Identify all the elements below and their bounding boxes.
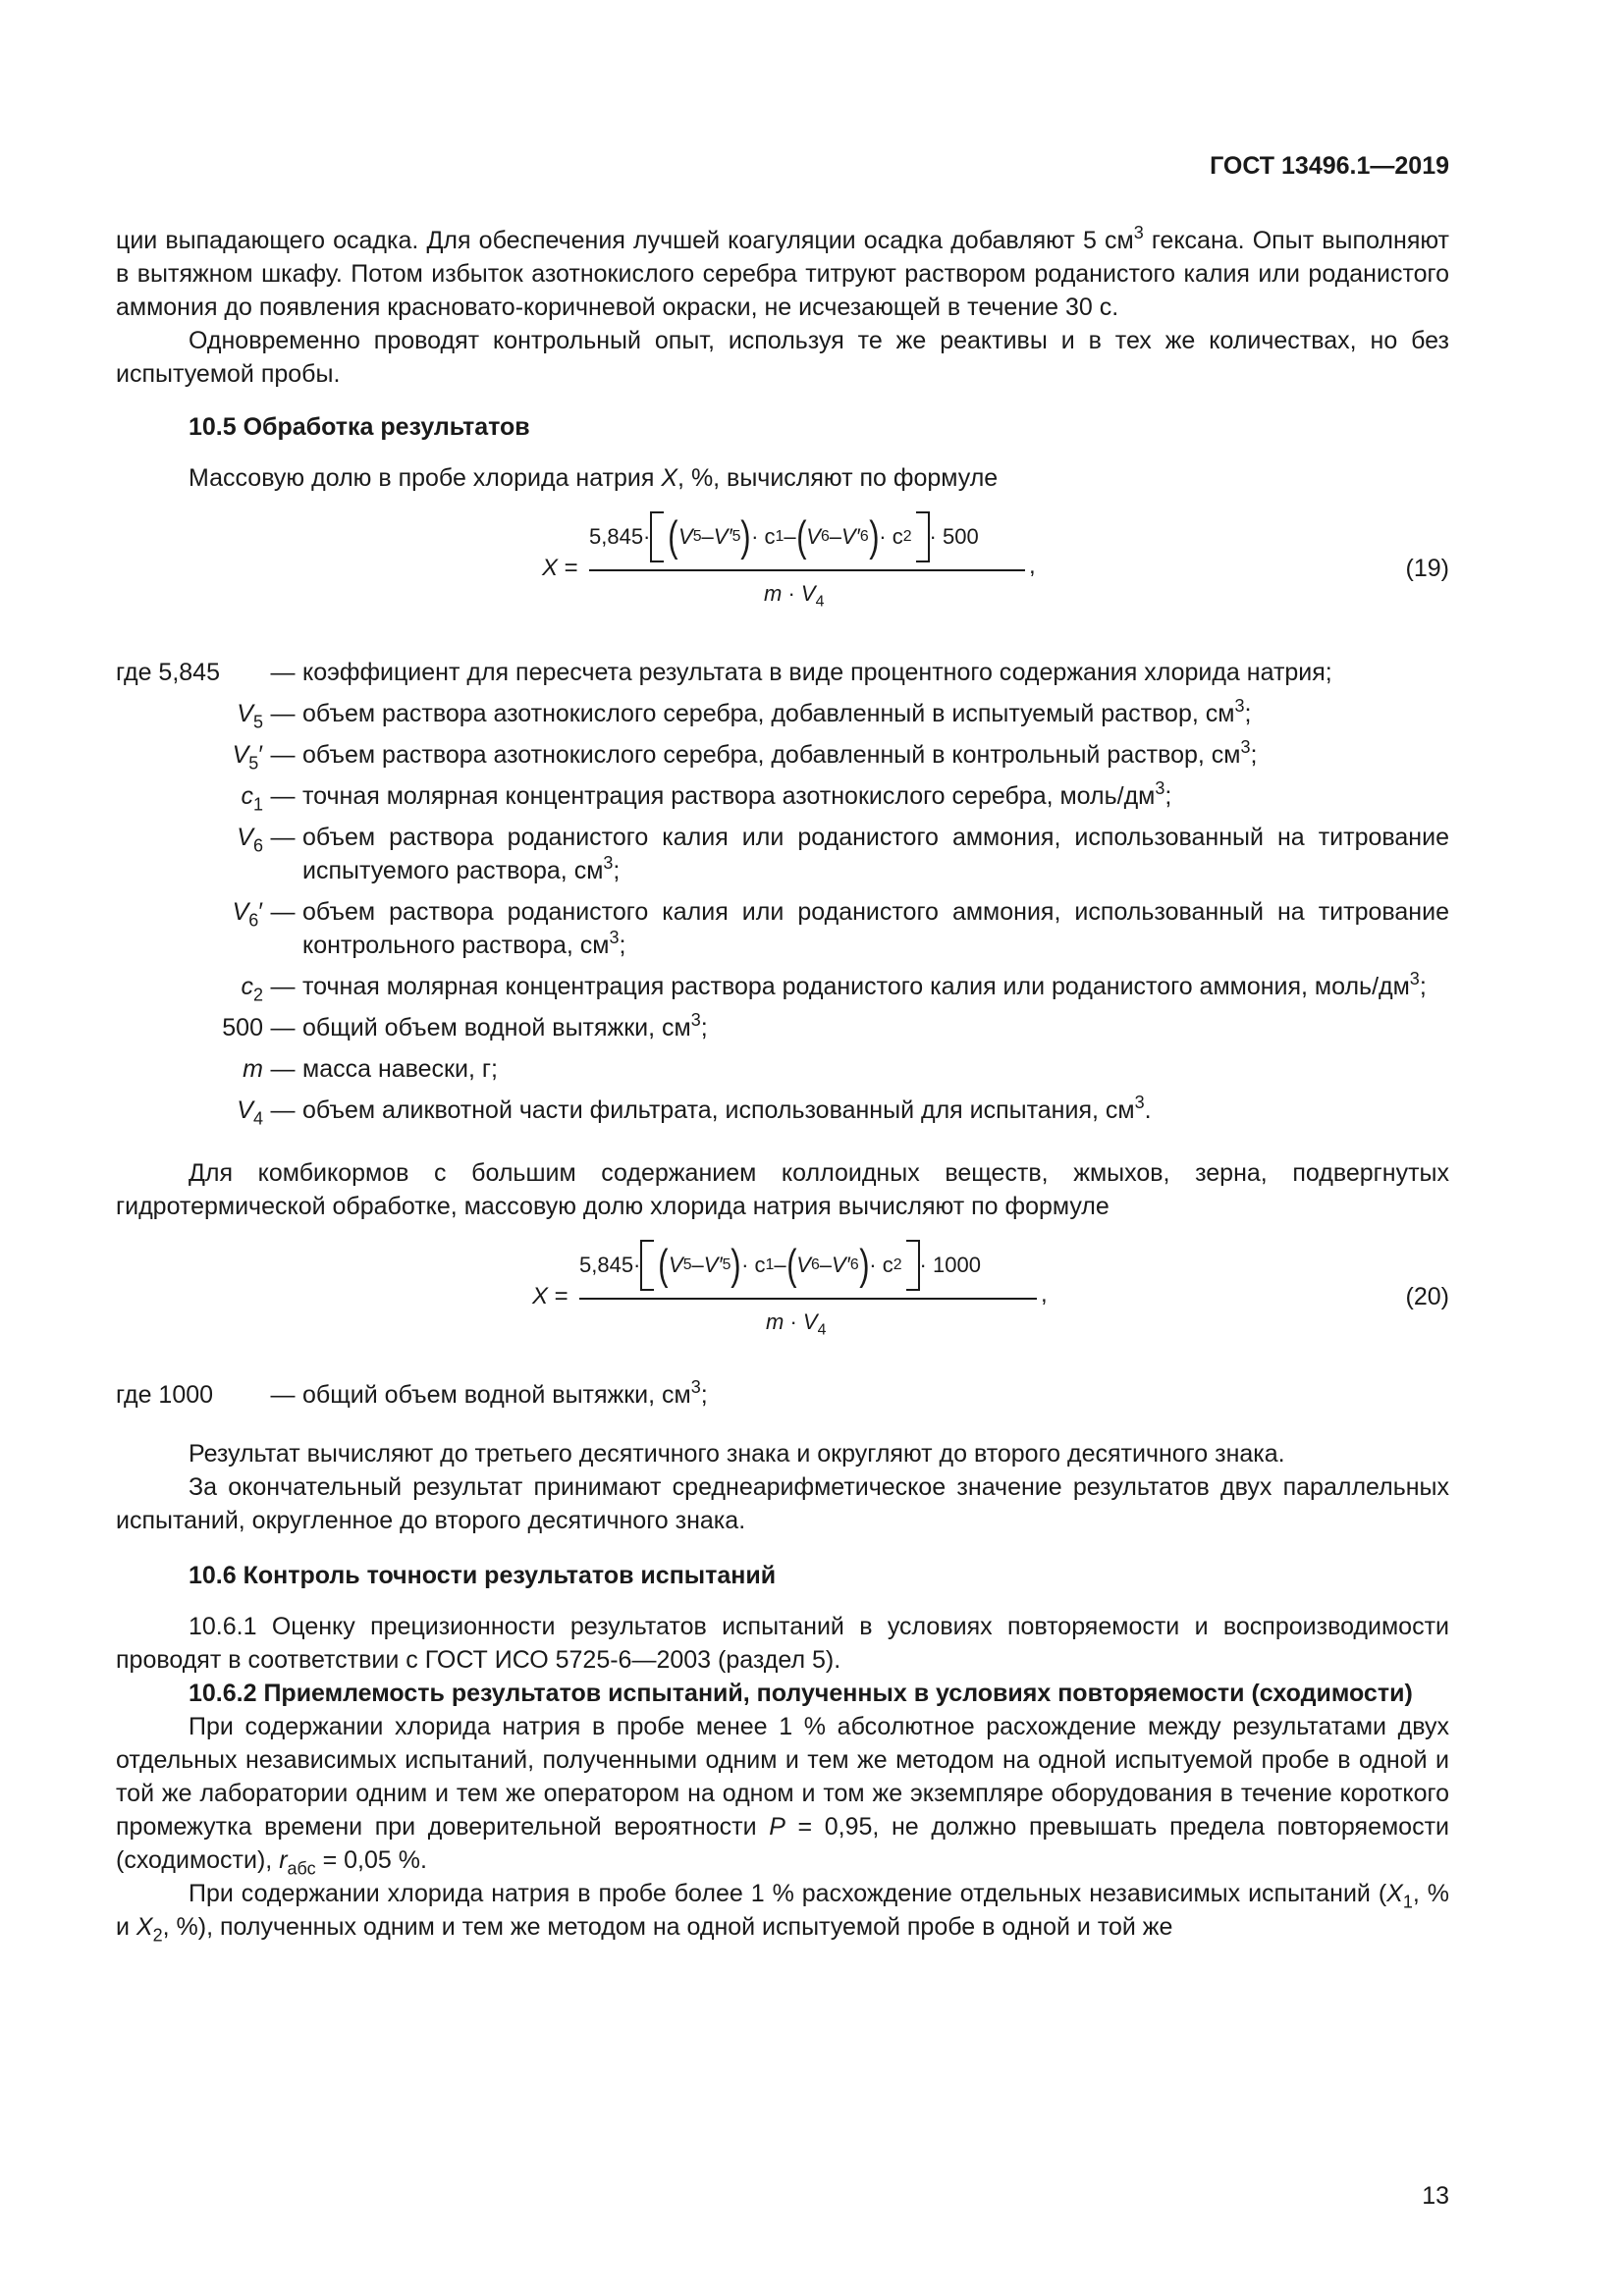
intro-paragraph-1: ции выпадающего осадка. Для обеспечения лучшей коагуляции осадка добавляют 5 $см^3$ гексана. Опыт выполняют в вытяжном шкафу. Потом избыток азотнокислого серебра титруют раствором роданистого калия или роданистого аммония до появления красновато-коричневой окраски, не исчезающей в течение 30 с. bbox=[116, 223, 1450, 321]
formula-20 bbox=[116, 1241, 1449, 1359]
variable-row: $V_6'$ — объем раствора роданистого калия или роданистого аммония, использованный на титрование контрольного раствора, $см^3$; bbox=[232, 898, 1449, 959]
paragraph-more-1-percent: При содержании хлорида натрия в пробе более 1 % расхождение отдельных независимых испытаний ($X_1$, % и $X_2$, %), полученных одним и тем же методом на одной испытуемой пробе в одной и той же bbox=[116, 1880, 1449, 1946]
variable-list-19 bbox=[116, 656, 1449, 1127]
formula-20-numerator: 5,845· ( V 5 – V′ 5 ) · c 1 – ( V 6 – V′ 6 ) · c 2 · 1000 bbox=[579, 1241, 981, 1289]
result-paragraph-1: Результат вычисляют до третьего десятичного знака и округляют до второго десятичного знака. bbox=[189, 1440, 1285, 1468]
fraction-bar bbox=[579, 1298, 1037, 1300]
paragraph-less-1-percent: При содержании хлорида натрия в пробе менее 1 % абсолютное расхождение между результатами двух отдельных независимых испытаний, полученными одним и тем же методом на одной испытуемой пробе в одной и той же лаборатории одним и тем же оператором на одном и том же экземпляре оборудования в течение короткого промежутка времени при доверительной вероятности P = 0,95, не должно превышать предела повторяемости (сходимости), $r_{абс} = 0,05$ %. bbox=[116, 1713, 1449, 1879]
formula-lhs: X = bbox=[542, 555, 578, 581]
heading-10-6-2: 10.6.2 Приемлемость результатов испытаний, полученных в условиях повторяемости (сходимости) bbox=[189, 1680, 1413, 1707]
formula-lhs: X = bbox=[532, 1283, 568, 1309]
formula-19 bbox=[116, 512, 1449, 630]
intro-paragraph-2: Одновременно проводят контрольный опыт, используя те же реактивы и в тех же количествах, но без испытуемой пробы. bbox=[116, 327, 1449, 388]
variable-row: $c_2$ — точная молярная концентрация раствора роданистого калия или роданистого аммония, моль/$дм^3$; bbox=[241, 969, 1427, 1005]
combikorm-paragraph: Для комбикормов с большим содержанием коллоидных веществ, жмыхов, зерна, подвергнутых гидротермической обработке, массовую долю хлорида натрия вычисляют по формуле bbox=[116, 1159, 1449, 1220]
variable-row-20: где 1000 — общий объем водной вытяжки, $см^3$; bbox=[116, 1377, 708, 1409]
document-code: ГОСТ 13496.1—2019 bbox=[1210, 152, 1449, 180]
variable-row: 500 — общий объем водной вытяжки, $см^3$; bbox=[222, 1010, 708, 1041]
formula-number-20: (20) bbox=[1405, 1283, 1449, 1310]
variable-row: m — масса навески, г; bbox=[243, 1055, 498, 1083]
variable-row: где 5,845 — коэффициент для пересчета результата в виде процентного содержания хлорида натрия; bbox=[116, 659, 1332, 686]
variable-row: $V_5$ — объем раствора азотнокислого серебра, добавленный в испытуемый раствор, $см^3$; bbox=[237, 696, 1252, 732]
page-content bbox=[116, 224, 1449, 1944]
variable-row: $V_5'$ — объем раствора азотнокислого серебра, добавленный в контрольный раствор, $см^3$; bbox=[232, 737, 1258, 774]
variable-row: $c_1$ — точная молярная концентрация раствора азотнокислого серебра, моль/$дм^3$; bbox=[241, 778, 1172, 815]
result-paragraph-2: За окончательный результат принимают среднеарифметическое значение результатов двух параллельных испытаний, округленное до второго десятичного знака. bbox=[116, 1473, 1449, 1534]
formula-comma: , bbox=[1029, 553, 1036, 579]
formula-comma: , bbox=[1041, 1281, 1048, 1308]
formula-lead: Массовую долю в пробе хлорида натрия X, %, вычисляют по формуле bbox=[189, 464, 999, 492]
paragraph-10-6-1: 10.6.1 Оценку прецизионности результатов испытаний в условиях повторяемости и воспроизводимости проводят в соответствии с ГОСТ ИСО 5725-6—2003 (раздел 5). bbox=[116, 1613, 1449, 1674]
variable-row: $V_6$ — объем раствора роданистого калия или роданистого аммония, использованный на титрование испытуемого раствора, $см^3$; bbox=[237, 824, 1449, 884]
fraction-bar bbox=[589, 569, 1025, 571]
formula-20-denominator: $m \cdot V_4$ bbox=[766, 1309, 827, 1339]
section-heading-10-6: 10.6 Контроль точности результатов испытаний bbox=[189, 1562, 777, 1589]
variable-row: $V_4$ — объем аликвотной части фильтрата, использованный для испытания, $см^3$. bbox=[237, 1093, 1152, 1129]
page-number: 13 bbox=[1422, 2182, 1449, 2210]
section-heading-10-5: 10.5 Обработка результатов bbox=[189, 413, 530, 441]
formula-number-19: (19) bbox=[1405, 555, 1449, 582]
formula-19-denominator: $m \cdot V_4$ bbox=[764, 581, 825, 611]
formula-19-numerator: 5,845· ( V 5 – V′ 5 ) · c 1 – ( V 6 – V′ 6 ) · c 2 · 500 bbox=[589, 512, 979, 561]
